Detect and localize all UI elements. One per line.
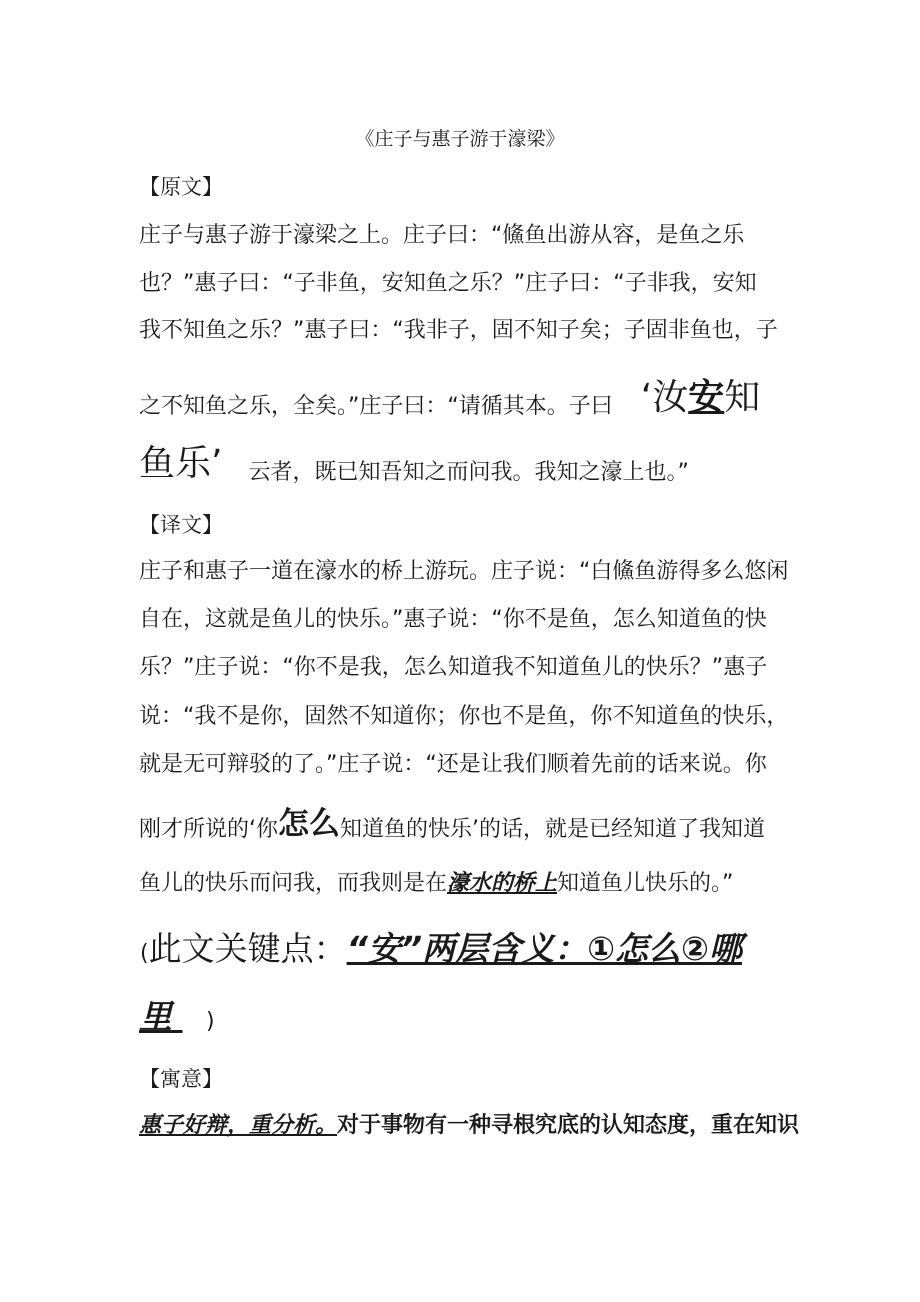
translation-line-6 — [139, 806, 765, 844]
keypoint-line-1 — [140, 926, 742, 977]
quote-zhi: 知 — [724, 377, 761, 418]
keypoint-open-paren: ( — [140, 941, 149, 966]
original-line-5-text: 云者，既已知吾知之而问我。我知之濠上也。” — [248, 460, 689, 485]
original-heading: 【原文】 — [139, 175, 223, 199]
translation-line-2: 自在，这就是鱼儿的快乐。”惠子说：“你不是鱼，怎么知道鱼的快 — [139, 607, 767, 632]
translation-line-6-c: 知道鱼的快乐’的话，就是已经知道了我知道 — [340, 817, 765, 842]
translation-line-1: 庄子和惠子一道在濠水的桥上游玩。庄子说：“白鯈鱼游得多么悠闲 — [139, 559, 789, 584]
original-line-1: 庄子与惠子游于濠梁之上。庄子曰：“鯈鱼出游从容，是鱼之乐 — [139, 223, 745, 248]
moral-text: 对于事物有一种寻根究底的认知态度，重在知识 — [337, 1113, 800, 1138]
keyword-an: 安 — [688, 377, 725, 418]
original-line-3: 我不知鱼之乐？”惠子曰：“我非子，固不知子矣；子固非鱼也，子 — [139, 318, 778, 343]
document-title: 《庄子与惠子游于濠梁》 — [355, 128, 565, 150]
keypoint-label: 此文关键点： — [148, 929, 347, 968]
translation-line-7 — [139, 870, 733, 898]
translation-heading: 【译文】 — [139, 513, 223, 537]
moral-line-1 — [139, 1112, 799, 1140]
translation-line-4: 说：“我不是你，固然不知道你；你也不是鱼，你不知道鱼的快乐， — [139, 704, 789, 729]
original-line-2: 也？”惠子曰：“子非鱼，安知鱼之乐？”庄子曰：“子非我，安知 — [139, 271, 757, 296]
moral-lead: 惠子好辩，重分析。 — [139, 1113, 338, 1138]
translation-line-6-a: 刚才所说的‘你 — [139, 817, 278, 842]
keyword-zenme: 怎么 — [278, 806, 340, 842]
original-line-5 — [139, 443, 689, 490]
moral-heading: 【寓意】 — [139, 1067, 223, 1091]
keypoint-close-paren: ) — [206, 1009, 215, 1034]
translation-line-3: 乐？”庄子说：“你不是我，怎么知道我不知道鱼儿的快乐？”惠子 — [139, 655, 768, 680]
keypoint-emphasis-2: 里 — [139, 997, 172, 1036]
original-line-4 — [139, 377, 761, 424]
keypoint-underline-space — [172, 994, 206, 1040]
quote-ru: ‘汝 — [640, 377, 689, 418]
keyword-haoshui-bridge: 濠水的桥上 — [447, 871, 558, 896]
translation-line-7-a: 鱼儿的快乐而问我，而我则是在 — [139, 871, 448, 896]
keypoint-emphasis: “安”两层含义：①怎么②哪 — [346, 929, 742, 968]
translation-line-7-c: 知道鱼儿快乐的。” — [557, 871, 734, 896]
quote-yule: 鱼乐’ — [139, 443, 223, 484]
original-line-4-text: 之不知鱼之乐，全矣。”庄子曰：“请循其本。子曰 — [139, 394, 613, 419]
keypoint-line-2 — [139, 994, 215, 1045]
translation-line-5: 就是无可辩驳的了。”庄子说：“还是让我们顺着先前的话来说。你 — [139, 752, 767, 777]
